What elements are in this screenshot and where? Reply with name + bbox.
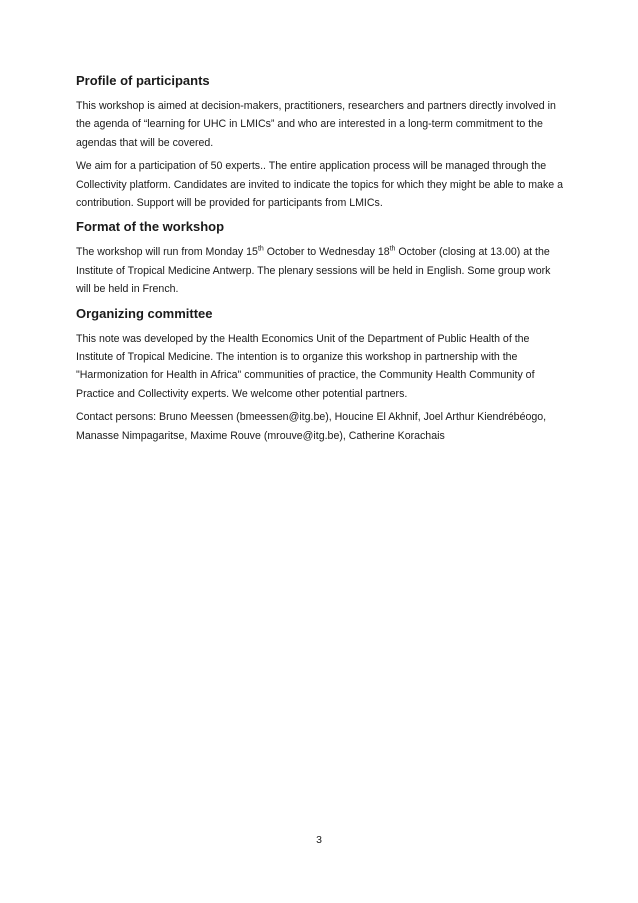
- section-heading: Organizing committee: [76, 305, 213, 321]
- text-run: The workshop will run from Monday 15: [76, 246, 258, 259]
- paragraph: This note was developed by the Health Economics Unit of the Department of Public Health of the Institute of Tropical Medicine. The intention is to organize this workshop in partnership with the "Harmonization for Health in Africa" communities of practice, the Community Health Community of Practice and Collectivity experts. We welcome other potential partners.: [76, 332, 535, 400]
- paragraph: We aim for a participation of 50 experts.. The entire application process will be managed through the Collectivity platform. Candidates are invited to indicate the topics for which they might be able to make a contribution. Support will be provided for participants from LMICs.: [76, 160, 563, 210]
- section-format-of-workshop: [76, 218, 568, 298]
- section-organizing-committee: [76, 305, 568, 445]
- page-number: 3: [316, 834, 322, 846]
- superscript: th: [389, 245, 396, 253]
- section-heading: Profile of participants: [76, 73, 210, 88]
- paragraph: This workshop is aimed at decision-makers, practitioners, researchers and partners directly involved in the agenda of “learning for UHC in LMICs” and who are interested in a long-term commitment to the agendas that will be covered.: [76, 100, 556, 149]
- document-page: [76, 72, 568, 450]
- contact-persons: Contact persons: Bruno Meessen (bmeessen@itg.be), Houcine El Akhnif, Joel Arthur Kiendrébéogo, Manasse Nimpagaritse, Maxime Rouve (mrouve@itg.be), Catherine Korachais: [76, 411, 547, 442]
- text-run: October (closing at 13.00) at the Institute of Tropical Medicine Antwerp. The plenary sessions will be held in English. Some group work will be held in French.: [76, 246, 551, 296]
- section-profile-of-participants: [76, 72, 568, 212]
- paragraph: [76, 243, 568, 298]
- superscript: th: [257, 245, 264, 253]
- section-heading: Format of the workshop: [76, 219, 225, 235]
- text-run: October to Wednesday 18: [263, 246, 390, 259]
